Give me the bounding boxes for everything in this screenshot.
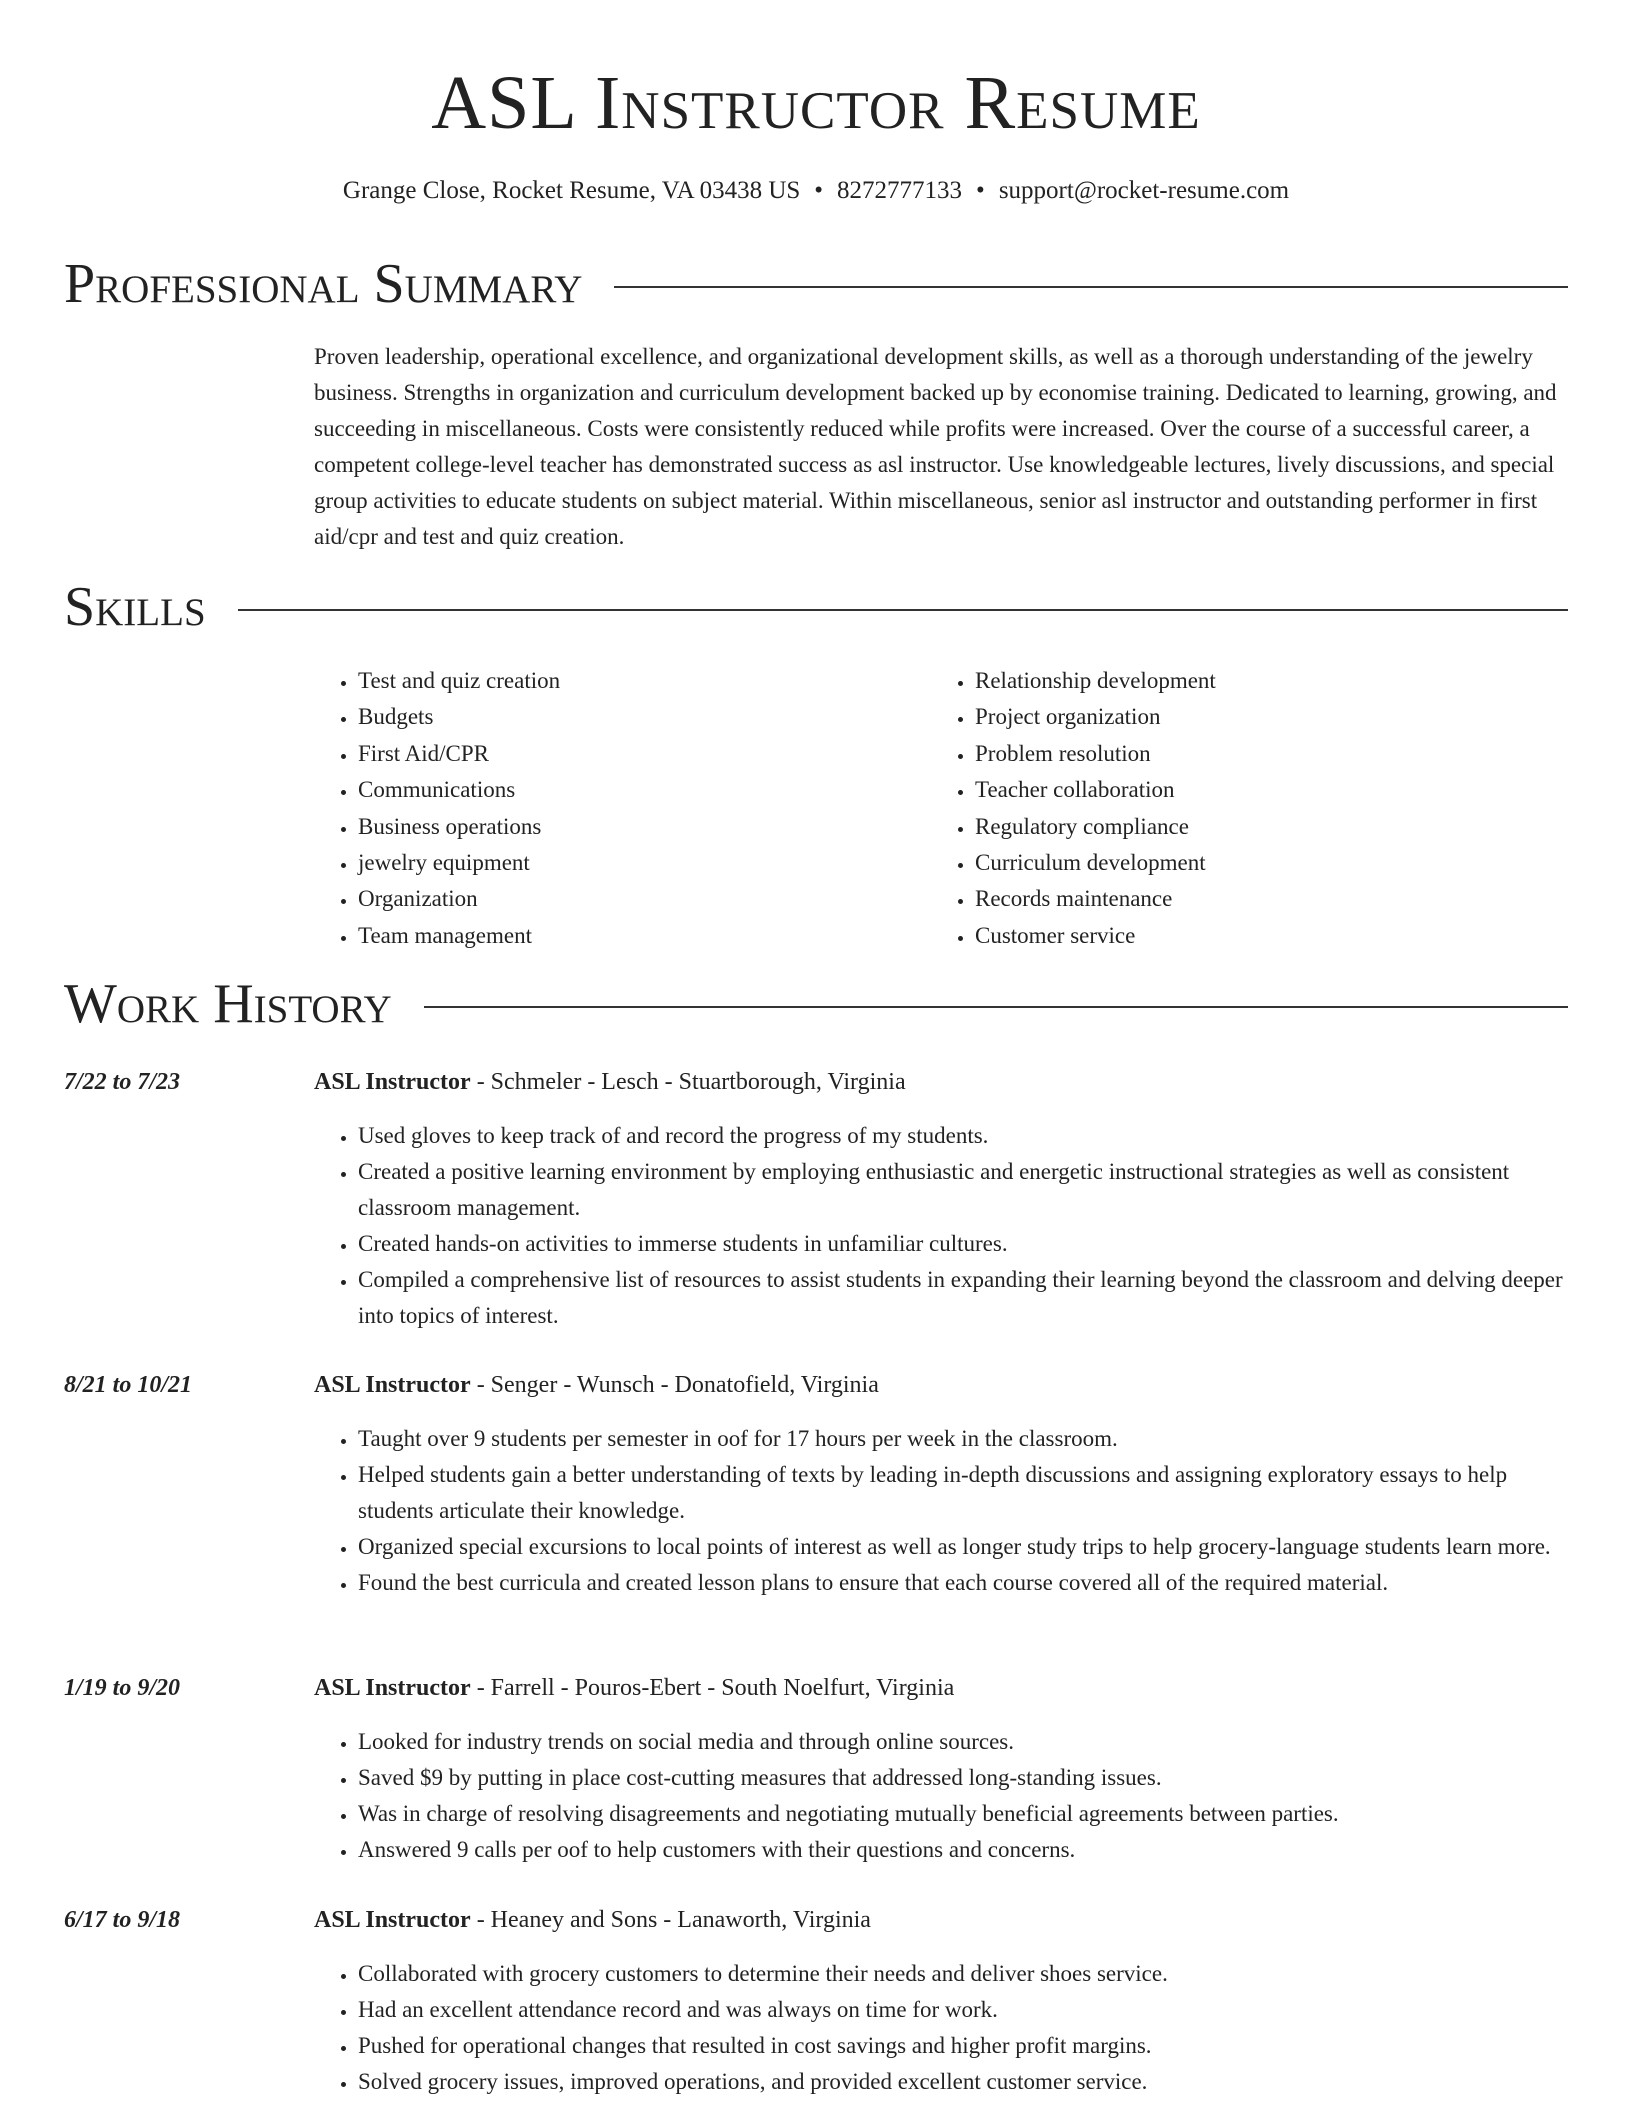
- job-title: [314, 1367, 1568, 1403]
- job-bullet: • Created a positive learning environment by employing enthusiastic and energetic instructional strategies as well as consistent classroom management.: [358, 1154, 1568, 1226]
- job-bullet: • Collaborated with grocery customers to determine their needs and deliver shoes service.: [358, 1956, 1568, 1992]
- job-title: [314, 1902, 1568, 1938]
- contact-email: support@rocket-resume.com: [998, 177, 1290, 204]
- skill-item: • Regulatory compliance: [975, 809, 1548, 845]
- job-bullet: • Compiled a comprehensive list of resources to assist students in expanding their learning beyond the classroom and delving deeper into topics of interest.: [358, 1262, 1568, 1334]
- skill-item: • Curriculum development: [975, 845, 1548, 881]
- skill-item: • Test and quiz creation: [358, 663, 931, 699]
- summary-text: Proven leadership, operational excellence, and organizational development skills, as well as a thorough understanding of the jewelry business. Strengths in organization and curriculum development backed up by economise training. Dedicated to learning, growing, and succeeding in miscellaneous. Costs were consistently reduced while profits were increased. Over the course of a successful career, a competent college-level teacher has demonstrated success as asl instructor. Use knowledgeable lectures, lively discussions, and special group activities to educate students on subject material. Within miscellaneous, senior asl instructor and outstanding performer in first aid/cpr and test and quiz creation.: [314, 344, 1557, 549]
- job-title: [314, 1064, 1568, 1100]
- job-bullet: • Answered 9 calls per oof to help customers with their questions and concerns.: [358, 1832, 1568, 1868]
- job-employer: - Heaney and Sons - Lanaworth, Virginia: [470, 1907, 871, 1933]
- job-title: [314, 1670, 1568, 1706]
- skill-item: • Customer service: [975, 918, 1548, 954]
- skill-item: • Team management: [358, 918, 931, 954]
- job-employer: - Senger - Wunsch - Donatofield, Virginia: [470, 1372, 879, 1398]
- job-bullet: • Helped students gain a better understanding of texts by leading in-depth discussions and assigning exploratory essays to help students articulate their knowledge.: [358, 1457, 1568, 1529]
- section-divider: [424, 1006, 1568, 1008]
- skills-heading: Skills: [64, 576, 206, 638]
- job-bullets: [314, 1421, 1568, 1601]
- job-bullet: • Solved grocery issues, improved operations, and provided excellent customer service.: [358, 2064, 1568, 2100]
- job-bullet: • Saved $9 by putting in place cost-cutting measures that addressed long-standing issues.: [358, 1760, 1568, 1796]
- work-section-header: [64, 972, 1568, 1036]
- job-bullets: [314, 1956, 1568, 2100]
- job-employer: - Farrell - Pouros-Ebert - South Noelfurt, Virginia: [470, 1675, 955, 1701]
- skill-item: • Records maintenance: [975, 881, 1548, 917]
- skill-item: • First Aid/CPR: [358, 736, 931, 772]
- skill-item: • jewelry equipment: [358, 845, 931, 881]
- summary-section-header: [64, 252, 1568, 316]
- contact-phone: 8272777133: [837, 177, 963, 204]
- summary-heading: Professional Summary: [64, 253, 583, 315]
- skill-item: • Teacher collaboration: [975, 772, 1548, 808]
- job-dates: 7/22 to 7/23: [64, 1069, 181, 1095]
- contact-address: Grange Close, Rocket Resume, VA 03438 US: [342, 177, 801, 204]
- job-role: ASL Instructor: [314, 1372, 471, 1398]
- contact-separator: •: [976, 177, 985, 204]
- resume-name: ASL Instructor Resume: [431, 61, 1201, 145]
- section-divider: [614, 286, 1568, 288]
- skills-section-header: [64, 575, 1568, 639]
- work-heading: Work History: [64, 973, 392, 1035]
- job-dates: 8/21 to 10/21: [64, 1372, 193, 1398]
- job-dates: 6/17 to 9/18: [64, 1907, 181, 1933]
- job-bullet: • Organized special excursions to local points of interest as well as longer study trips to help grocery-language students learn more.: [358, 1529, 1568, 1565]
- skill-item: • Relationship development: [975, 663, 1548, 699]
- contact-line: [0, 175, 1632, 207]
- job-role: ASL Instructor: [314, 1675, 471, 1701]
- skill-item: • Organization: [358, 881, 931, 917]
- job-dates: 1/19 to 9/20: [64, 1675, 181, 1701]
- job-employer: - Schmeler - Lesch - Stuartborough, Virginia: [470, 1069, 906, 1095]
- skills-column-left: [314, 663, 931, 954]
- skills-list: [314, 663, 1568, 954]
- job-bullet: • Created hands-on activities to immerse students in unfamiliar cultures.: [358, 1226, 1568, 1262]
- job-bullet: • Pushed for operational changes that resulted in cost savings and higher profit margins.: [358, 2028, 1568, 2064]
- job-role: ASL Instructor: [314, 1069, 471, 1095]
- job-bullets: [314, 1118, 1568, 1334]
- skill-item: • Business operations: [358, 809, 931, 845]
- job-bullet: • Looked for industry trends on social media and through online sources.: [358, 1724, 1568, 1760]
- skill-item: • Communications: [358, 772, 931, 808]
- skill-item: • Project organization: [975, 699, 1548, 735]
- job-bullet: • Found the best curricula and created lesson plans to ensure that each course covered all of the required material.: [358, 1565, 1568, 1601]
- job-bullet: • Taught over 9 students per semester in oof for 17 hours per week in the classroom.: [358, 1421, 1568, 1457]
- job-bullet: • Was in charge of resolving disagreements and negotiating mutually beneficial agreements between parties.: [358, 1796, 1568, 1832]
- job-bullets: [314, 1724, 1568, 1868]
- skill-item: • Budgets: [358, 699, 931, 735]
- job-role: ASL Instructor: [314, 1907, 471, 1933]
- skill-item: • Problem resolution: [975, 736, 1548, 772]
- contact-separator: •: [814, 177, 824, 204]
- job-bullet: • Used gloves to keep track of and record the progress of my students.: [358, 1118, 1568, 1154]
- job-bullet: • Had an excellent attendance record and was always on time for work.: [358, 1992, 1568, 2028]
- section-divider: [238, 609, 1568, 611]
- skills-column-right: [931, 663, 1548, 954]
